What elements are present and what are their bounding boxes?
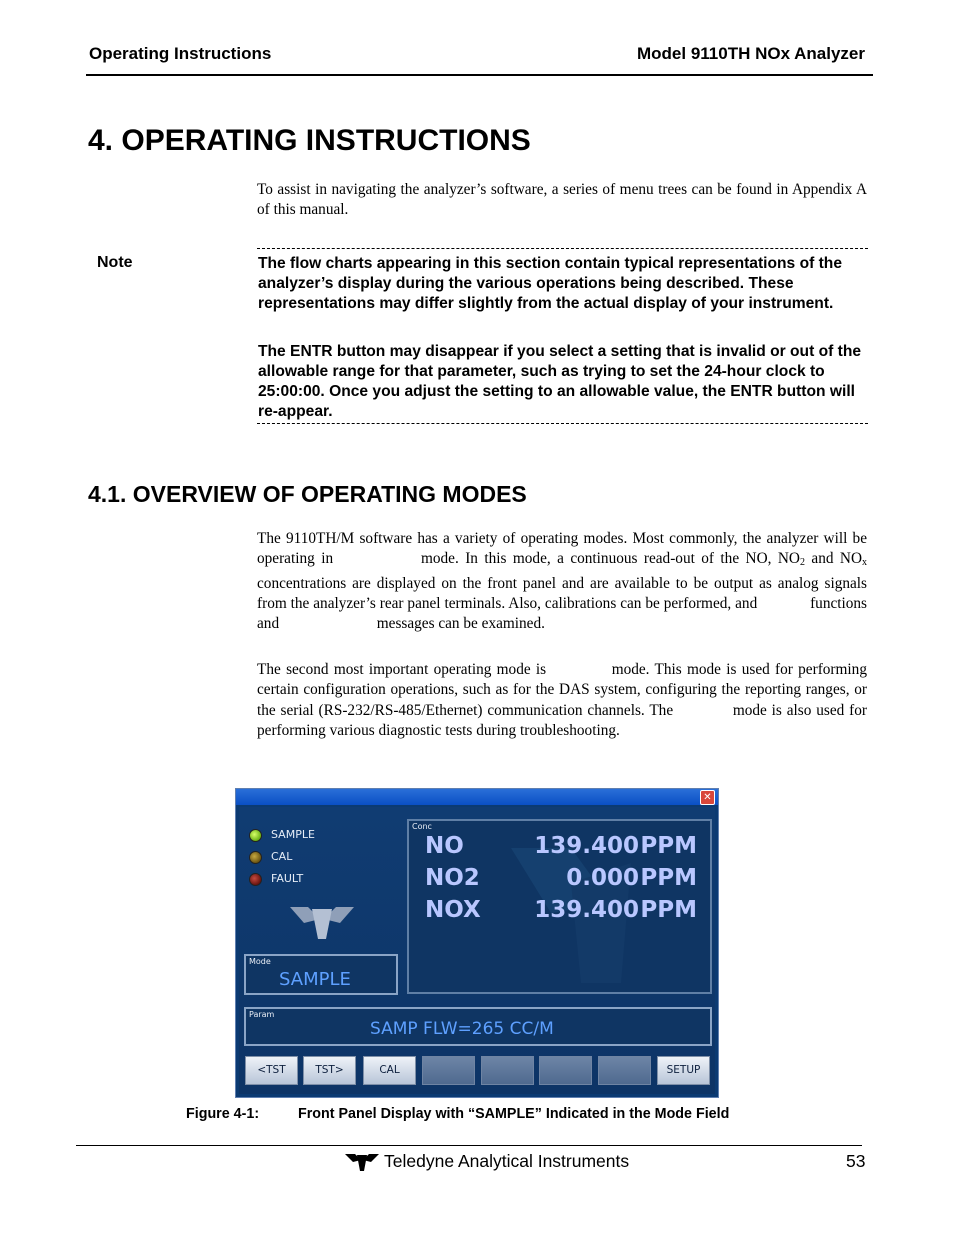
gas-unit: PPM xyxy=(640,865,697,891)
blank-button-6[interactable] xyxy=(539,1056,592,1085)
note-bottom-rule xyxy=(257,423,868,424)
p1-sub-2: 2 xyxy=(799,557,805,569)
conc-row-no2 xyxy=(425,865,697,893)
blank-button-5[interactable] xyxy=(481,1056,534,1085)
param-value: SAMP FLW=265 CC/M xyxy=(370,1019,554,1039)
front-panel-window xyxy=(235,788,719,1098)
p2-text-c: mode is also used for performing various diagnostic tests during troubleshooting. xyxy=(257,701,867,739)
footer-company: Teledyne Analytical Instruments xyxy=(384,1151,630,1171)
gas-value: 139.400 xyxy=(534,833,639,859)
led-yellow-icon xyxy=(249,851,262,864)
tst-next-button[interactable]: TST> xyxy=(303,1056,356,1085)
led-red-icon xyxy=(249,873,262,886)
note-top-rule xyxy=(257,248,868,249)
mode-field xyxy=(244,954,398,995)
led-fault-label: FAULT xyxy=(271,872,304,885)
footer-rule xyxy=(76,1145,862,1146)
gas-label: NO2 xyxy=(425,865,480,891)
chapter-title: 4. OPERATING INSTRUCTIONS xyxy=(88,124,531,157)
note-paragraph-2: The ENTR button may disappear if you select a setting that is invalid or out of the allowable range for that parameter, such as trying to set the 24-hour clock to 25:00:00. Once you adjust the setting to an allowable value, the ENTR button will re-appear. xyxy=(258,343,862,420)
led-sample xyxy=(249,828,315,842)
p1-sub-x: x xyxy=(862,557,868,569)
teledyne-logo-icon xyxy=(290,905,354,941)
mode-value: SAMPLE xyxy=(279,969,351,990)
section-title: 4.1. OVERVIEW OF OPERATING MODES xyxy=(88,481,527,507)
p1-text-a: The 9110TH/M software has a variety of operating modes. Most commonly, the analyzer will be operating in xyxy=(257,530,867,568)
p1-text-d: concentrations are displayed on the front panel and are available to be output as analog signals from the analyzer’s rear panel terminals. Also, calibrations can be performed, and xyxy=(257,574,867,612)
conc-row-no xyxy=(425,833,697,861)
header-right: Model 9110TH NOx Analyzer xyxy=(636,44,865,63)
header-rule xyxy=(86,74,873,76)
led-fault xyxy=(249,872,303,886)
figure-number: Figure 4-1: xyxy=(186,1106,260,1122)
conc-row-nox xyxy=(425,897,697,925)
blank-button-4[interactable] xyxy=(422,1056,475,1085)
intro-paragraph: To assist in navigating the analyzer’s software, a series of menu trees can be found in Appendix A of this manual. xyxy=(257,181,867,219)
conc-caption: Conc xyxy=(412,822,432,831)
led-cal-label: CAL xyxy=(271,850,293,863)
p1-text-f: messages can be examined. xyxy=(376,615,545,633)
header-left: Operating Instructions xyxy=(89,44,272,63)
gas-label: NOX xyxy=(425,897,481,923)
p2-text-a: The second most important operating mode is xyxy=(257,661,547,678)
p1-text-b: mode. In this mode, a continuous read-out of the NO, NO xyxy=(420,550,800,568)
param-field xyxy=(244,1007,712,1046)
led-sample-label: SAMPLE xyxy=(271,828,315,841)
blank-button-7[interactable] xyxy=(598,1056,651,1085)
mode-caption: Mode xyxy=(249,957,271,966)
setup-button[interactable]: SETUP xyxy=(657,1056,710,1085)
cal-button[interactable]: CAL xyxy=(363,1056,416,1085)
window-titlebar xyxy=(236,789,718,805)
close-icon[interactable]: ✕ xyxy=(700,790,715,805)
section-paragraph-1 xyxy=(257,529,867,634)
led-green-icon xyxy=(249,829,262,842)
param-caption: Param xyxy=(249,1010,275,1019)
page-number: 53 xyxy=(846,1151,866,1171)
p1-text-e: functions and xyxy=(257,594,868,633)
led-cal xyxy=(249,850,292,864)
gas-unit: PPM xyxy=(640,833,697,859)
gas-value: 139.400 xyxy=(534,897,639,923)
gas-label: NO xyxy=(425,833,464,859)
tst-prev-button[interactable]: <TST xyxy=(245,1056,298,1085)
p1-text-c: and NO xyxy=(804,550,863,568)
gas-unit: PPM xyxy=(640,897,697,923)
note-paragraph-1: The flow charts appearing in this section contain typical representations of the analyzer’s display during the various operations being described. These representations may differ slightly from the actual display of your instrument. xyxy=(258,255,843,312)
p2-text-b: mode. This mode is used for performing certain configuration operations, such as for the DAS system, configuring the reporting ranges, or the serial (RS-232/RS-485/Ethernet) communication channels. The xyxy=(257,661,867,719)
concentration-display xyxy=(407,819,712,994)
figure-caption: Front Panel Display with “SAMPLE” Indicated in the Mode Field xyxy=(298,1106,730,1122)
teledyne-footer-logo-icon xyxy=(345,1152,379,1172)
section-paragraph-2 xyxy=(257,660,867,741)
gas-value: 0.000 xyxy=(566,865,639,891)
note-label: Note xyxy=(97,254,133,271)
